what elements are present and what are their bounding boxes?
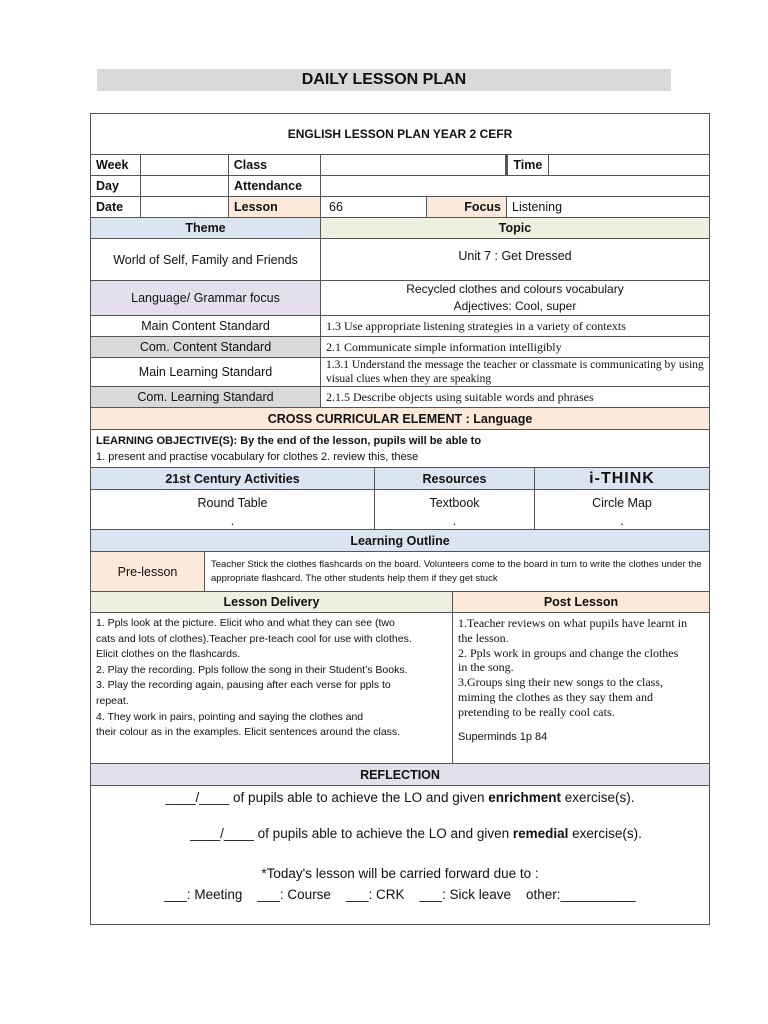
time-field[interactable] [549, 155, 709, 175]
row-objectives [91, 430, 709, 468]
theme-value: World of Self, Family and Friends [91, 239, 321, 280]
post-line: pretending to be really cool cats. [458, 704, 615, 719]
enrichment-line [91, 790, 709, 805]
ithink-value: Circle Map [592, 496, 652, 510]
week-label: Week [91, 155, 141, 175]
post-lesson-text [453, 613, 709, 763]
row-delivery-heading [91, 592, 709, 613]
com-content-value: 2.1 Communicate simple information intelligibly [326, 339, 562, 354]
ithink-cell [535, 490, 709, 529]
row-activities-values [91, 490, 709, 530]
row-pre-lesson [91, 552, 709, 592]
delivery-line: 3. Play the recording again, pausing after each verse for ppls to [96, 679, 391, 692]
class-label: Class [229, 155, 321, 175]
date-field[interactable] [141, 197, 229, 217]
learning-objectives [91, 430, 709, 467]
row-cross-curricular [91, 408, 709, 430]
delivery-line: their colour as in the examples. Elicit sentences around the class. [96, 726, 401, 739]
page-title: DAILY LESSON PLAN [97, 69, 671, 91]
row-delivery [91, 613, 709, 764]
resources-heading: Resources [375, 468, 535, 489]
row-com-learning-standard [91, 387, 709, 408]
row-main-content-standard [91, 316, 709, 337]
week-field[interactable] [141, 155, 229, 175]
lesson-label: Lesson [229, 197, 321, 217]
topic-label: Topic [321, 218, 709, 238]
time-label: Time [507, 155, 549, 175]
post-lesson-label: Post Lesson [453, 592, 709, 612]
date-label: Date [91, 197, 141, 217]
remedial-line [107, 826, 725, 841]
post-line: the lesson. [458, 630, 509, 645]
post-line: miming the clothes as they say them and [458, 689, 653, 704]
pre-lesson-text: Teacher Stick the clothes flashcards on the board. Volunteers come to the board in turn to write the clothes under the appropriate flashcard. The other students help them if they get stuck [211, 558, 702, 584]
ithink-logo: i-THINK [589, 469, 655, 487]
com-learning-label: Com. Learning Standard [91, 387, 321, 407]
carry-forward: *Today's lesson will be carried forward due to : [261, 866, 539, 881]
focus-value: Listening [512, 200, 563, 214]
activity-value: Round Table [197, 496, 268, 510]
learning-outline: Learning Outline [350, 533, 450, 548]
pre-lesson-label: Pre-lesson [91, 552, 205, 591]
post-line: in the song. [458, 660, 514, 675]
attendance-label: Attendance [229, 176, 321, 196]
row-grammar [91, 281, 709, 316]
enrichment-text-pre: of pupils able to achieve the LO and given [229, 790, 489, 805]
post-line: 1.Teacher reviews on what pupils have learnt in [458, 616, 688, 630]
enrichment-word: enrichment [488, 790, 562, 805]
row-day [91, 176, 709, 197]
reflection-body [91, 786, 709, 924]
class-field[interactable] [321, 155, 507, 175]
com-content-label: Com. Content Standard [91, 337, 321, 357]
activity-dot: . [230, 514, 235, 528]
resource-dot: . [452, 514, 457, 528]
day-field[interactable] [141, 176, 229, 196]
grammar-label: Language/ Grammar focus [91, 281, 321, 315]
ithink-dot: . [620, 514, 624, 528]
focus-label: Focus [427, 197, 507, 217]
lesson-delivery-label: Lesson Delivery [91, 592, 453, 612]
main-content-label: Main Content Standard [91, 316, 321, 336]
remedial-text-post: exercise(s). [568, 826, 642, 841]
activities-heading: 21st Century Activities [91, 468, 375, 489]
topic-value: Unit 7 : Get Dressed [458, 249, 572, 263]
main-content-value: 1.3 Use appropriate listening strategies in a variety of contexts [326, 318, 626, 333]
enrichment-blank[interactable]: ____/____ [165, 790, 230, 805]
enrichment-text-post: exercise(s). [561, 790, 635, 805]
lesson-delivery-text [91, 613, 453, 763]
grammar-line-1: Recycled clothes and colours vocabulary [406, 282, 624, 296]
reflection-heading: REFLECTION [360, 767, 440, 782]
row-main-learning-standard [91, 358, 709, 387]
attendance-field[interactable] [321, 176, 709, 196]
delivery-line: 4. They work in pairs, pointing and saying the clothes and [96, 710, 364, 723]
grammar-value [321, 281, 709, 315]
row-learning-outline [91, 530, 709, 552]
objectives-text: 1. present and practise vocabulary for clothes 2. review this, these [96, 450, 419, 463]
row-theme-topic-heading [91, 218, 709, 239]
com-learning-value: 2.1.5 Describe objects using suitable words and phrases [326, 389, 594, 404]
delivery-line: Elicit clothes on the flashcards. [96, 648, 241, 661]
main-learning-label: Main Learning Standard [91, 358, 321, 386]
lesson-plan-header [91, 114, 709, 155]
row-activities-heading [91, 468, 709, 490]
row-com-content-standard [91, 337, 709, 358]
delivery-line: 2. Play the recording. Ppls follow the song in their Student’s Books. [96, 663, 408, 676]
grammar-line-2: Adjectives: Cool, super [453, 299, 577, 313]
remedial-word: remedial [512, 826, 569, 841]
remedial-text-pre: of pupils able to achieve the LO and given [253, 826, 513, 841]
row-date [91, 197, 709, 218]
header-title: ENGLISH LESSON PLAN YEAR 2 CEFR [287, 127, 513, 141]
post-reference: Superminds 1p 84 [458, 730, 548, 743]
main-learning-value: 1.3.1 Understand the message the teacher or classmate is communicating by using visual clues when they are speaking [326, 359, 704, 385]
cross-curricular: CROSS CURRICULAR ELEMENT : Language [267, 411, 533, 426]
lesson-plan-table [90, 113, 710, 925]
row-reflection-heading [91, 764, 709, 786]
post-line: 3.Groups sing their new songs to the class, [458, 675, 663, 690]
delivery-line: repeat. [96, 694, 129, 707]
delivery-line: cats and lots of clothes).Teacher pre-teach cool for use with clothes. [96, 632, 412, 645]
row-week [91, 155, 709, 176]
activity-cell [91, 490, 375, 529]
lesson-number: 66 [321, 197, 427, 217]
row-theme-topic [91, 239, 709, 281]
resource-cell [375, 490, 535, 529]
carry-forward-reasons[interactable]: ___: Meeting ___: Course ___: CRK ___: Sick leave other:__________ [164, 887, 636, 902]
objectives-heading: LEARNING OBJECTIVE(S): By the end of the lesson, pupils will be able to [96, 434, 482, 447]
post-line: 2. Ppls work in groups and change the clothes [458, 645, 679, 660]
remedial-blank[interactable]: ____/____ [190, 826, 254, 841]
resource-value: Textbook [429, 496, 480, 510]
day-label: Day [91, 176, 141, 196]
theme-label: Theme [91, 218, 321, 238]
delivery-line: 1. Ppls look at the picture. Elicit who and what they can see (two [96, 617, 395, 629]
